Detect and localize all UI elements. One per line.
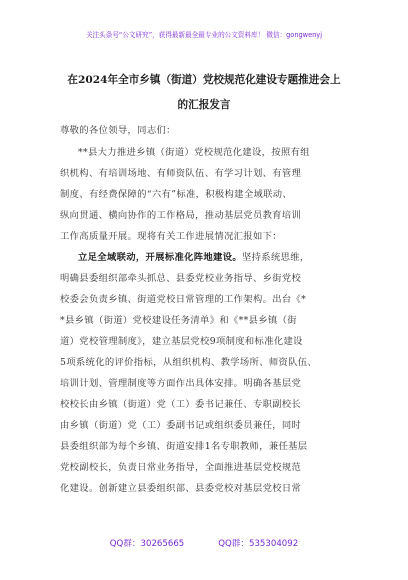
paragraph-2-line: 校委会负责乡镇、街道党校日常管理的工作架构。出台《*	[60, 294, 307, 305]
paragraph-2-line: 党校副校长，负责日常业务指导，全面推进基层党校规范	[60, 462, 302, 473]
paragraph-2-line: 校校长由乡镇（街道）党（工）委书记兼任、专职副校长	[60, 399, 302, 410]
footer-banner	[0, 537, 408, 549]
footer-qq-group-2: QQ群：535304092	[218, 539, 299, 549]
paragraph-2-line: 县委组织部为每个乡镇、街道安排1名专职教师，兼任基层	[60, 441, 308, 452]
paragraph-2-first-text: 坚持系统思维，	[242, 252, 310, 263]
paragraph-1-line: 织机构、有培训场地、有师资队伍、有学习计划、有管理	[60, 168, 302, 179]
paragraph-2-line: 培训计划、管理制度等方面作出具体安排。明确各基层党	[60, 378, 302, 389]
footer-qq-group-1: QQ群：30265665	[109, 539, 185, 549]
paragraph-1-line: 纵向贯通、横向协作的工作格局，推动基层党员教育培训	[60, 210, 302, 221]
paragraph-1-line: **县大力推进乡镇（街道）党校规范化建设，按照有组	[78, 147, 310, 158]
paragraph-2-line: 化建设。创新建立县委组织部、县委党校对基层党校日常	[60, 483, 302, 494]
paragraph-2-line: 明确县委组织部牵头抓总、县委党校业务指导、乡街党校	[60, 273, 302, 284]
paragraph-1-line: 制度、有经费保障的“六有”标准，积极构建全域联动、	[60, 189, 293, 200]
paragraph-2-line: 5项系统化的评价指标，从组织机构、教学场所、师资队伍、	[60, 357, 318, 368]
document-title-line-1: 在2024年全市乡镇（街道）党校规范化建设专题推进会上	[67, 74, 341, 86]
paragraph-2-first-line	[78, 251, 360, 264]
paragraph-2-heading: 立足全域联动，开展标准化阵地建设。	[78, 252, 242, 263]
paragraph-1-line: 工作高质量开展。现将有关工作进展情况汇报如下：	[60, 231, 282, 242]
header-banner: 关注头条号“公文研究”，获得最新最全最专业的公文资料库！ 微信：gongwenyj	[85, 31, 323, 39]
paragraph-2-line: 道）党校管理制度》，建立基层党校9项制度和标准化建设	[60, 336, 303, 347]
paragraph-2-line: *县乡镇（街道）党校建设任务清单》和《**县乡镇（街	[60, 315, 297, 326]
paragraph-2-line: 由乡镇（街道）党（工）委副书记或组织委员兼任，同时	[60, 420, 302, 431]
document-title-line-2: 的汇报发言	[177, 99, 231, 111]
salutation: 尊敬的各位领导，同志们：	[60, 125, 176, 136]
